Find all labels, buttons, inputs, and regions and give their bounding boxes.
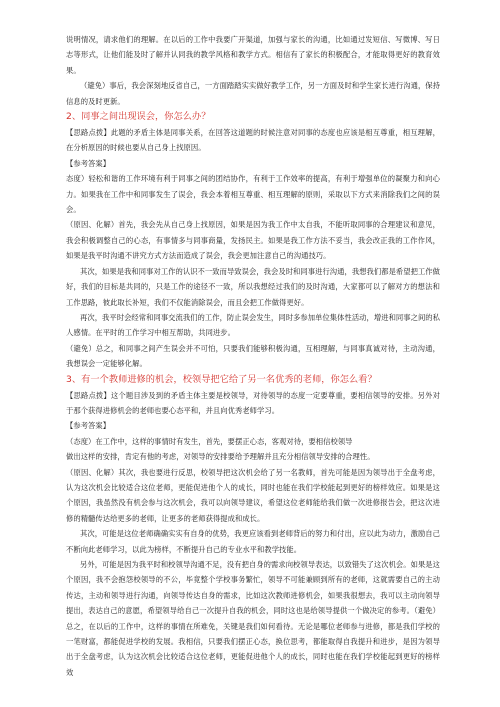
- paragraph: 说明情况，请求他们的理解。在以后的工作中我要广开渠道，加强与家长的沟通，比如通过发短信、写微博、写日志等形式，让他们能及时了解并认同我的教学风格和教学方式。相信有了家长的积极配合，才能取得更好的教育效果。: [66, 35, 440, 75]
- paragraph: （避免）事后，我会深刻地反省自己，一方面踏踏实实做好教学工作，另一方面及时和学生家长进行沟通，保持信息的及时更新。: [66, 81, 440, 106]
- paragraph: （态度）在工作中，这样的事情时有发生，首先，要摆正心态，客观对待，要相信校领导: [66, 436, 353, 446]
- paragraph: （原因、化解）其次，我也要进行反思，校领导把这次机会给了另一名教师，首先可能是因为领导出于全盘考虑，认为这次机会比较适合这位老师，更能促进他个人的成长，同时也能在我们学校能起到更好的榜样效应。如果是这个原因，我虽然没有机会参与这次机会，我可以向领导建议，希望这位老师能给我们做一次进修报告会，把这次进修的精髓传达给更多的老师，让更多的老师获得提成和成长。: [66, 467, 440, 523]
- section-heading: 2、同事之间出现误会，你怎么办？: [66, 111, 211, 123]
- section-heading: 3、有一个教师进修的机会，校领导把它给了另一名优秀的老师，你怎么看？: [66, 373, 377, 385]
- paragraph: 另外，可能是因为我平时和校领导沟通不足，没有把自身的需求向校领导表达，以致错失了这次机会。如果是这个原因，我不会抱怨校领导的不公，毕竟整个学校事务繁忙，领导不可能兼顾到所有的老师，这就需要自己的主动传达，主动和领导进行沟通，向领导传达自身的需求，比如这次教师进修机会，如果我很想去，我可以主动向领导提出，表达自己的意愿，希望领导给自己一次提升自我的机会，同时这也是给领导提供一个做决定的参考。（避免）总之，在以后的工作中，这样的事情在所难免，关键是我们如何看待。无论是哪位老师参与进修，都是我们学校的一笔财富，都能促进学校的发展。我相信，只要我们摆正心态，换位思考，都能取得自我提升和进步，是因为领导出于全盘考虑，认为这次机会比较适合这位老师，更能促进他个人的成长，同时也能在我们学校能起到更好的榜样效: [66, 560, 440, 677]
- document-page: [66, 32, 440, 680]
- paragraph: 态度）轻松和谐的工作环境有利于同事之间的团结协作，有利于工作效率的提高，有利于增强单位的凝聚力和向心力。如果我在工作中和同事发生了误会，我会本着相互尊重、相互理解的原则，采取以下方式来消除我们之间的误会。: [66, 174, 440, 215]
- paragraph: 【参考答案】: [66, 158, 111, 168]
- paragraph: 做出这样的安排，肯定有他的考虑，对领导的安排要给予理解并且充分相信领导安排的合理性。: [66, 452, 375, 462]
- paragraph: （避免）总之，和同事之间产生误会并不可怕，只要我们能够积极沟通，互相理解，与同事真诚对待，主动沟通，我想误会一定能够化解。: [66, 343, 440, 369]
- paragraph: 【思路点拨】此题的矛盾主体是同事关系，在回答这道题的时候注意对同事的态度也应该是相互尊重，相互理解，在分析原因的时候也要从自己身上找原因。: [66, 128, 440, 153]
- paragraph: 【思路点拨】这个题目涉及到的矛盾主体主要是校领导，对待领导的态度一定要尊重，要相信领导的安排。另外对于那个获得进修机会的老师也要心态平和，并且向优秀老师学习。: [66, 390, 440, 415]
- paragraph: 再次，我平时会经常和同事交流我们的工作，防止误会发生，同时多参加单位集体性活动，增进和同事之间的私人感情。在平时的工作学习中相互帮助，共同进步。: [66, 312, 440, 338]
- paragraph: （原因、化解）首先，我会先从自己身上找原因，如果是因为我工作中太自我，不能听取同事的合理建议和意见，我会积极调整自己的心态，有事情多与同事商量，发扬民主。如果是我工作方法不妥当，我会改正我的工作作风，如果是我平时沟通不讲究方式方法而造成了误会，我会更加注意自己的沟通技巧。: [66, 220, 440, 261]
- paragraph: 【参考答案】: [66, 421, 111, 431]
- paragraph: 其次，可能是这位老师确确实实有自身的优势，我更应该看到老师背后的努力和付出，应以此为动力，激励自己不断向此老师学习，以此为榜样，不断提升自己的专业水平和教学技能。: [66, 529, 440, 554]
- paragraph: 其次，如果是我和同事对工作的认识不一致而导致误会，我会及时和同事进行沟通，我想我们都是希望把工作做好，我们的目标是共同的，只是工作的途径不一致，所以我想经过我们的及时沟通，大家都可以了解对方的想法和工作思路，彼此取长补短，我们不仅能消除误会，而且会把工作做得更好。: [66, 266, 440, 307]
